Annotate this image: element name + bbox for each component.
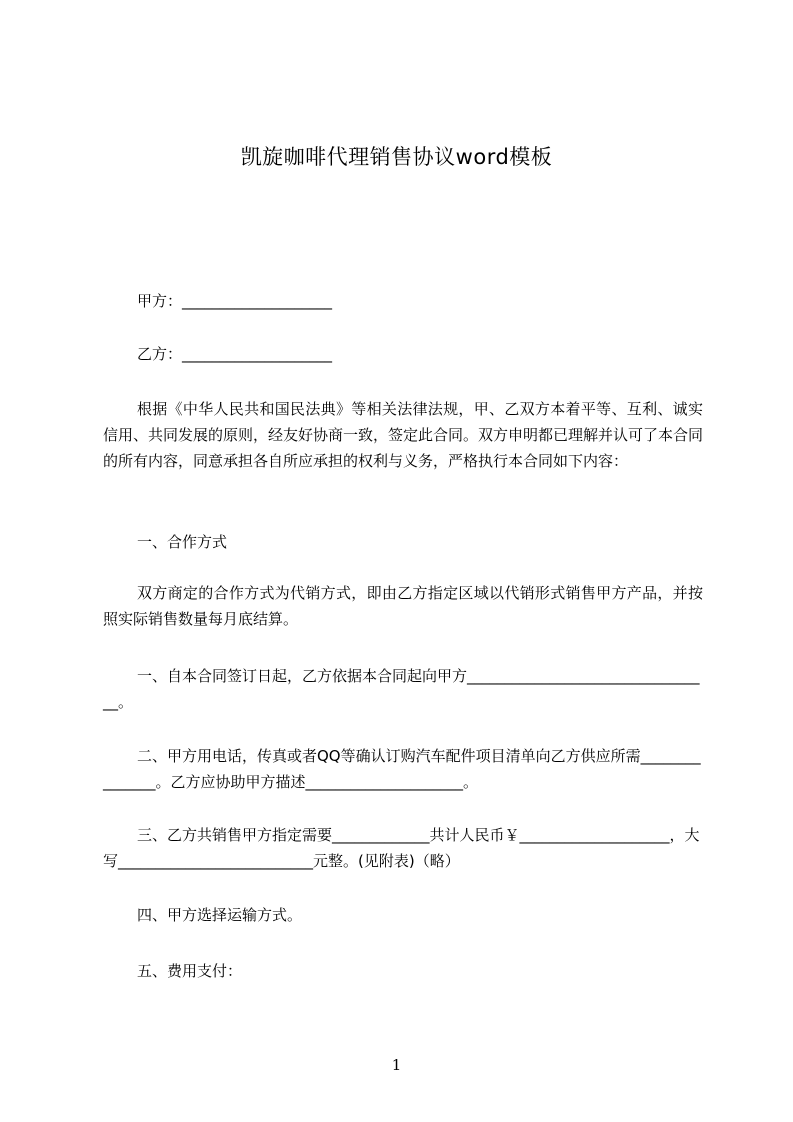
clause-2: 二、甲方用电话，传真或者QQ等确认订购汽车配件项目清单向乙方供应所需_______________。乙方应协助甲方描述_____________________。 [103, 747, 701, 791]
party-b-line: 乙方：____________________ [137, 345, 333, 363]
intro-paragraph: 根据《中华人民共和国民法典》等相关法律法规，甲、乙双方本着平等、互利、诚实信用、共同发展的原则，经友好协商一致，签定此合同。双方申明都已理解并认可了本合同的所有内容，同意承担各自所应承担的权利与义务，严格执行本合同如下内容： [103, 400, 704, 470]
clause-3: 三、乙方共销售甲方指定需要_____________共计人民币￥____________________，大写__________________________元整。(见附表)（略） [103, 826, 700, 870]
clause-4: 四、甲方选择运输方式。 [137, 906, 303, 924]
page-number: 1 [391, 1056, 402, 1074]
document-title: 凯旋咖啡代理销售协议word模板 [240, 145, 553, 169]
section-heading-cooperation: 一、合作方式 [137, 533, 228, 551]
party-a-line: 甲方：____________________ [137, 292, 333, 310]
clause-1: 一、自本合同签订日起，乙方依据本合同起向甲方_________________________________。 [103, 667, 700, 711]
cooperation-paragraph: 双方商定的合作方式为代销方式，即由乙方指定区域以代销形式销售甲方产品，并按照实际销售数量每月底结算。 [103, 584, 703, 628]
clause-5: 五、费用支付： [137, 962, 243, 980]
